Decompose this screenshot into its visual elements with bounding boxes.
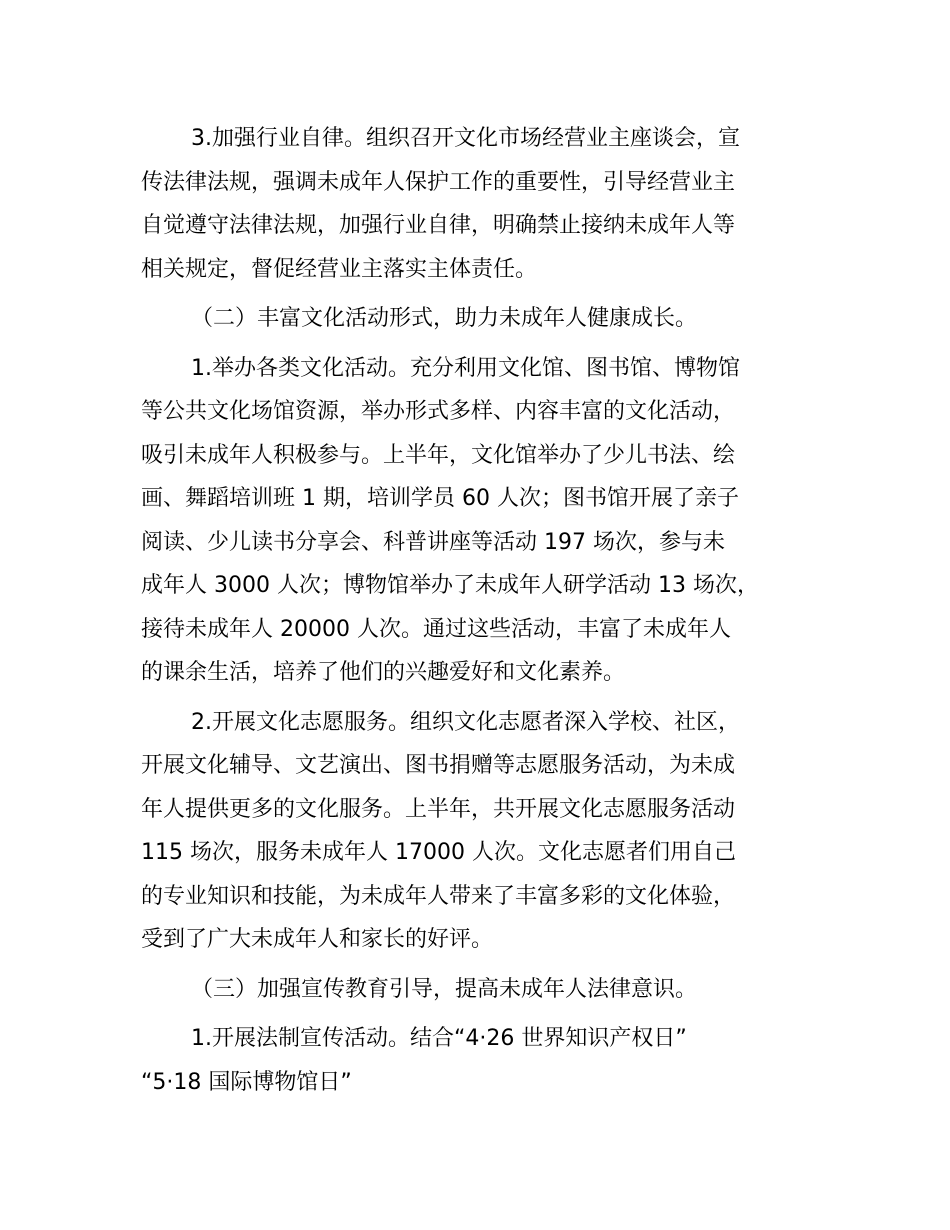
text-line: 等公共文化场馆资源，举办形式多样、内容丰富的文化活动， <box>141 399 736 424</box>
paragraph-cultural-activities <box>141 347 831 695</box>
paragraph-legal-publicity <box>141 1017 831 1104</box>
section-heading-two <box>141 297 831 341</box>
text-line: 3.加强行业自律。组织召开文化市场经营业主座谈会，宣 <box>191 126 740 151</box>
text-line: 的课余生活，培养了他们的兴趣爱好和文化素养。 <box>141 660 626 685</box>
text-line: 画、舞蹈培训班 1 期，培训学员 60 人次；图书馆开展了亲子 <box>141 486 739 511</box>
paragraph-industry-self-discipline <box>141 117 831 291</box>
text-line: 受到了广大未成年人和家长的好评。 <box>141 927 494 952</box>
text-line: 自觉遵守法律法规，加强行业自律，明确禁止接纳未成年人等 <box>141 213 736 238</box>
text-line: 2.开展文化志愿服务。组织文化志愿者深入学校、社区， <box>191 709 740 735</box>
section-heading-three <box>141 968 831 1012</box>
heading-text: （三）加强宣传教育引导，提高未成年人法律意识。 <box>191 976 698 1002</box>
text-line: 1.开展法制宣传活动。结合“4·26 世界知识产权日” <box>191 1026 687 1051</box>
text-line: 115 场次，服务未成年人 17000 人次。文化志愿者们用自己 <box>141 840 736 865</box>
text-line: 传法律法规，强调未成年人保护工作的重要性，引导经营业主 <box>141 169 736 195</box>
text-line: 相关规定，督促经营业主落实主体责任。 <box>141 256 538 282</box>
text-line: 的专业知识和技能，为未成年人带来了丰富多彩的文化体验， <box>141 883 736 909</box>
text-line: 1.举办各类文化活动。充分利用文化馆、图书馆、博物馆 <box>191 355 740 381</box>
text-line: 接待未成年人 20000 人次。通过这些活动，丰富了未成年人 <box>141 616 731 642</box>
heading-text: （二）丰富文化活动形式，助力未成年人健康成长。 <box>191 306 698 331</box>
text-line: 开展文化辅导、文艺演出、图书捐赠等志愿服务活动，为未成 <box>141 753 736 778</box>
text-line: 吸引未成年人积极参与。上半年，文化馆举办了少儿书法、绘 <box>141 442 736 468</box>
paragraph-volunteer-service <box>141 701 831 962</box>
text-line: “5·18 国际博物馆日” <box>141 1069 352 1095</box>
text-line: 年人提供更多的文化服务。上半年，共开展文化志愿服务活动 <box>141 796 736 822</box>
text-line: 成年人 3000 人次；博物馆举办了未成年人研学活动 13 场次， <box>141 573 759 598</box>
text-line: 阅读、少儿读书分享会、科普讲座等活动 197 场次，参与未 <box>141 529 725 555</box>
document-body <box>141 117 831 1104</box>
